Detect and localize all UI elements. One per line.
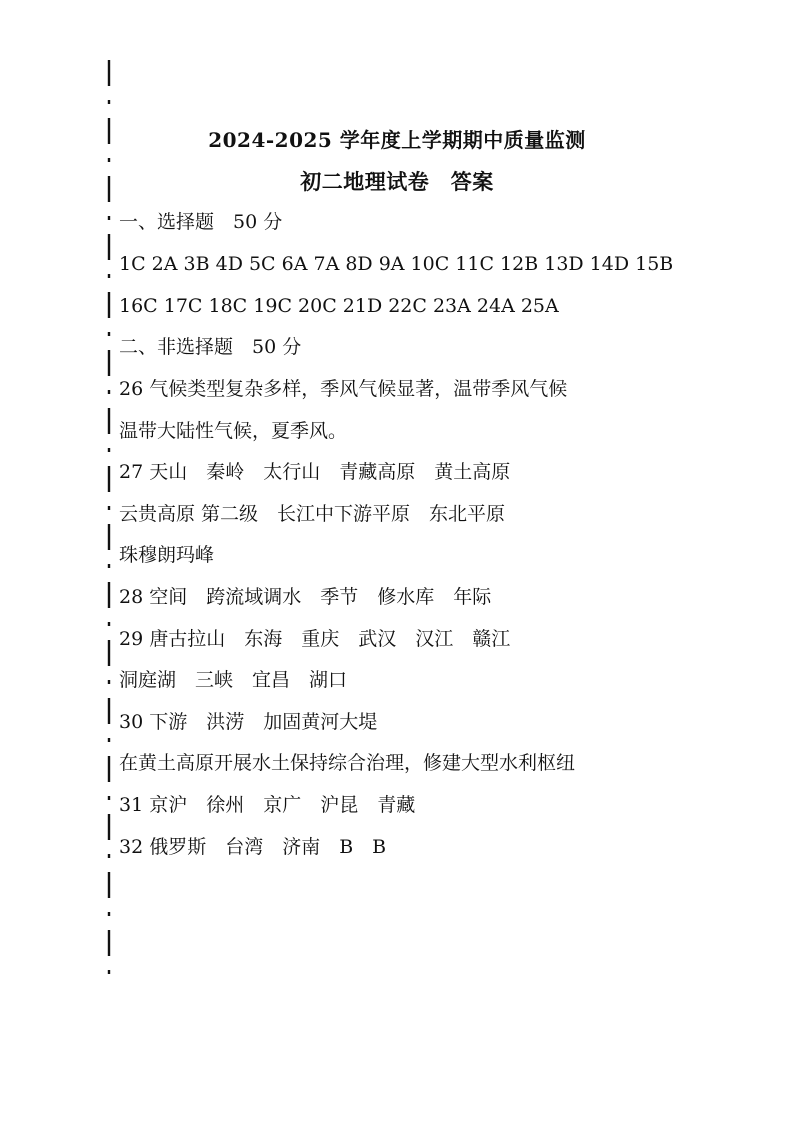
answer-q29-line-1: 29 唐古拉山 东海 重庆 武汉 汉江 赣江	[119, 628, 511, 650]
answer-q26-line-1: 26 气候类型复杂多样，季风气候显著，温带季风气候	[119, 378, 568, 400]
answer-q31-line-1: 31 京沪 徐州 京广 沪昆 青藏	[119, 794, 416, 816]
answer-q30-line-1: 30 下游 洪涝 加固黄河大堤	[119, 711, 378, 733]
exam-subtitle: 初二地理试卷 答案	[300, 169, 494, 194]
answer-q27-line-1: 27 天山 秦岭 太行山 青藏高原 黄土高原	[119, 461, 511, 483]
answer-q30-line-2: 在黄土高原开展水土保持综合治理，修建大型水利枢纽	[119, 752, 576, 774]
answer-q27-line-3: 珠穆朗玛峰	[119, 544, 215, 566]
answer-q32-line-1: 32 俄罗斯 台湾 济南 B B	[119, 836, 387, 858]
section-nonchoice-header: 二、非选择题 50 分	[119, 336, 302, 358]
answer-q27-line-2: 云贵高原 第二级 长江中下游平原 东北平原	[119, 503, 506, 525]
choice-answers-row-2: 16C 17C 18C 19C 20C 21D 22C 23A 24A 25A	[119, 295, 559, 317]
section-choice-header: 一、选择题 50 分	[119, 211, 283, 233]
choice-answers-row-1: 1C 2A 3B 4D 5C 6A 7A 8D 9A 10C 11C 12B 13D 14D 15B	[119, 253, 674, 275]
answer-q28-line-1: 28 空间 跨流域调水 季节 修水库 年际	[119, 586, 492, 608]
answer-q26-line-2: 温带大陆性气候，夏季风。	[119, 420, 348, 442]
answer-q29-line-2: 洞庭湖 三峡 宜昌 湖口	[119, 669, 348, 691]
exam-title: 2024-2025 学年度上学期期中质量监测	[208, 128, 586, 152]
binding-dash-line	[107, 60, 111, 980]
